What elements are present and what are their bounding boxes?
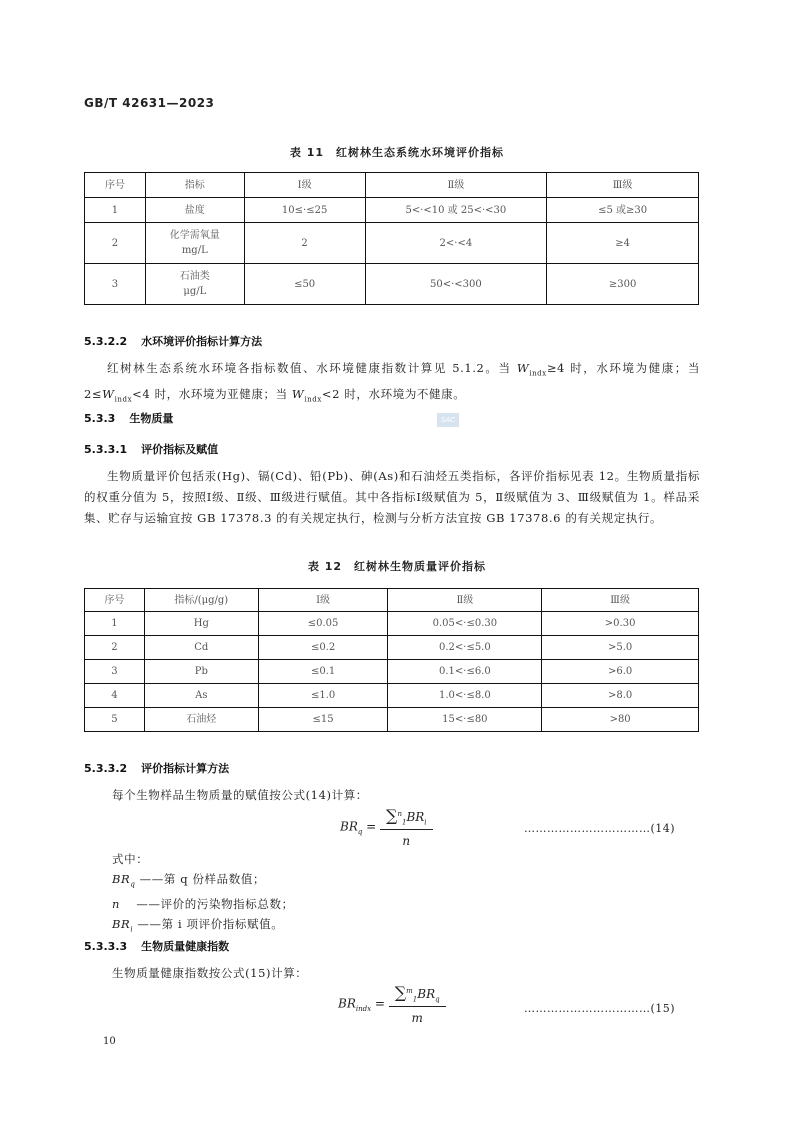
cell-no: 5 xyxy=(85,708,145,732)
page-number: 10 xyxy=(103,1036,116,1047)
indicator-name: 石油类 xyxy=(179,271,210,282)
cell-indicator xyxy=(145,264,244,305)
equals: = xyxy=(371,996,389,1011)
symbol: W xyxy=(291,387,305,402)
subscript: q xyxy=(435,995,440,1004)
text: ≥4 时，水环境为健康；当 2≤ xyxy=(84,361,700,402)
definitions-list xyxy=(112,869,294,940)
paragraph xyxy=(84,358,700,411)
cell-no: 3 xyxy=(85,264,146,305)
section-title: 评价指标计算方法 xyxy=(141,762,230,775)
section-number: 5.3.3.1 xyxy=(84,443,128,456)
text: <2 时，水环境为不健康。 xyxy=(321,387,466,402)
cell-g3: >5.0 xyxy=(542,636,699,660)
paragraph: 每个生物样品生物质量的赋值按公式(14)计算： xyxy=(112,788,368,802)
fraction xyxy=(380,806,433,848)
section-title: 评价指标及赋值 xyxy=(141,443,219,456)
indicator-unit: μg/L xyxy=(183,286,207,297)
term: BR xyxy=(417,987,436,1001)
definition-text: ——第 q 份样品数值； xyxy=(139,872,266,886)
section-title: 生物质量 xyxy=(129,412,174,425)
cell-grade-3: ≤5 或≥30 xyxy=(547,198,699,223)
cell-no: 3 xyxy=(85,660,145,684)
symbol: W xyxy=(516,361,530,375)
definition-text: ——第 i 项评价指标赋值。 xyxy=(137,917,284,932)
subscript: indx xyxy=(529,369,547,378)
formula-15 xyxy=(338,983,446,1025)
cell-name: Pb xyxy=(144,660,258,684)
table-11-caption: 表 11 红树林生态系统水环境评价指标 xyxy=(289,146,505,159)
table-row xyxy=(85,612,699,636)
superscript: m xyxy=(406,987,413,995)
cell-g1: ≤0.2 xyxy=(258,636,388,660)
symbol: BR xyxy=(112,917,131,932)
paragraph: 生物质量评价包括汞(Hg)、镉(Cd)、铅(Pb)、砷(As)和石油烃五类指标，各评价指标见表 12。生物质量指标的权重分值为 5，按照Ⅰ级、Ⅱ级、Ⅲ级进行赋值。其中各指标Ⅰ级赋值为 5，Ⅱ级赋值为 3、Ⅲ级赋值为 1。样品采集、贮存与运输宜按 GB 17378.3 的有关规定执行，检测与分析方法宜按 GB 17378.6 的有关规定执行。 xyxy=(84,469,700,525)
cell-no: 2 xyxy=(85,636,145,660)
where-label: 式中： xyxy=(112,852,149,866)
cell-g2: 1.0<·≤8.0 xyxy=(388,684,542,708)
cell-g1: ≤0.1 xyxy=(258,660,388,684)
table-row xyxy=(85,264,699,305)
column-header: 序号 xyxy=(85,589,145,612)
subscript: i xyxy=(424,818,427,827)
table-12-caption: 表 12 红树林生物质量评价指标 xyxy=(307,560,487,573)
cell-g2: 0.05<·≤0.30 xyxy=(388,612,542,636)
section-heading xyxy=(84,760,229,776)
cell-grade-1: 2 xyxy=(244,223,365,264)
cell-grade-2: 5<·<10 或 25<·<30 xyxy=(365,198,547,223)
cell-g3: >0.30 xyxy=(542,612,699,636)
subscript: indx xyxy=(355,1005,372,1014)
section-title: 水环境评价指标计算方法 xyxy=(141,335,263,348)
standard-number: GB/T 42631—2023 xyxy=(84,96,215,110)
cell-no: 1 xyxy=(85,612,145,636)
cell-grade-1: 10≤·≤25 xyxy=(244,198,365,223)
column-header: 指标/(μg/g) xyxy=(144,589,258,612)
cell-no: 4 xyxy=(85,684,145,708)
formula-lhs: BR xyxy=(340,819,358,834)
section-number: 5.3.2.2 xyxy=(84,335,128,348)
column-header: Ⅲ级 xyxy=(547,173,699,198)
fraction xyxy=(389,983,446,1025)
section-heading xyxy=(84,333,262,349)
cell-grade-1: ≤50 xyxy=(244,264,365,305)
cell-indicator: 盐度 xyxy=(145,198,244,223)
definition-item xyxy=(112,869,294,894)
cell-grade-2: 50<·<300 xyxy=(365,264,547,305)
formula-lhs: BR xyxy=(338,996,356,1011)
definition-item xyxy=(112,914,294,939)
table-header-row xyxy=(85,173,699,198)
subscript: 1 xyxy=(412,995,418,1004)
equation-number: ……………………………(14) xyxy=(524,822,676,835)
column-header: 指标 xyxy=(145,173,244,198)
table-11 xyxy=(84,172,699,305)
text: 红树林生态系统水环境各指标数值、水环境健康指数计算见 5.1.2。当 xyxy=(107,361,517,375)
table-row xyxy=(85,708,699,732)
cell-grade-2: 2<·<4 xyxy=(365,223,547,264)
sum-symbol: ∑ xyxy=(394,983,407,1002)
section-title: 生物质量健康指数 xyxy=(141,940,230,953)
cell-name: Hg xyxy=(144,612,258,636)
column-header: Ⅱ级 xyxy=(365,173,547,198)
column-header: Ⅰ级 xyxy=(244,173,365,198)
cell-indicator xyxy=(145,223,244,264)
sum-symbol: ∑ xyxy=(386,806,398,825)
cell-name: As xyxy=(144,684,258,708)
column-header: Ⅰ级 xyxy=(258,589,388,612)
table-12 xyxy=(84,588,699,732)
cell-name: Cd xyxy=(144,636,258,660)
table-row xyxy=(85,198,699,223)
cell-g1: ≤0.05 xyxy=(258,612,388,636)
definition-text: ——评价的污染物指标总数； xyxy=(124,897,294,912)
section-number: 5.3.3.2 xyxy=(84,762,128,775)
denominator: m xyxy=(411,1011,423,1026)
table-row xyxy=(85,636,699,660)
section-heading xyxy=(84,410,173,426)
equals: = xyxy=(362,819,381,834)
cell-g3: >80 xyxy=(542,708,699,732)
subscript: indx xyxy=(304,395,322,404)
section-heading xyxy=(84,938,229,954)
indicator-unit: mg/L xyxy=(181,245,208,256)
denominator: n xyxy=(402,834,411,849)
paragraph: 生物质量健康指数按公式(15)计算： xyxy=(112,966,308,980)
equation-number: ……………………………(15) xyxy=(524,1002,676,1015)
cell-g2: 0.2<·≤5.0 xyxy=(388,636,542,660)
cell-name: 石油烃 xyxy=(144,708,258,732)
superscript: n xyxy=(397,810,402,818)
formula-14 xyxy=(340,806,433,848)
table-row xyxy=(85,684,699,708)
table-row xyxy=(85,223,699,264)
column-header: Ⅱ级 xyxy=(388,589,542,612)
cell-no: 2 xyxy=(85,223,146,264)
subscript: 1 xyxy=(401,818,407,827)
table-row xyxy=(85,660,699,684)
section-heading xyxy=(84,441,218,457)
definition-item xyxy=(112,894,294,914)
table-header-row xyxy=(85,589,699,612)
cell-grade-3: ≥4 xyxy=(547,223,699,264)
symbol: BR xyxy=(112,872,131,886)
term: BR xyxy=(406,810,425,824)
cell-g1: ≤1.0 xyxy=(258,684,388,708)
sac-watermark-logo: SAC xyxy=(437,413,459,427)
subscript: q xyxy=(130,880,136,889)
subscript: q xyxy=(357,828,363,837)
cell-g3: >8.0 xyxy=(542,684,699,708)
indicator-name: 化学需氧量 xyxy=(169,230,220,241)
cell-no: 1 xyxy=(85,198,146,223)
cell-g2: 0.1<·≤6.0 xyxy=(388,660,542,684)
symbol: n xyxy=(112,897,121,912)
cell-g3: >6.0 xyxy=(542,660,699,684)
column-header: Ⅲ级 xyxy=(542,589,699,612)
section-number: 5.3.3.3 xyxy=(84,940,128,953)
cell-g2: 15<·≤80 xyxy=(388,708,542,732)
subscript: i xyxy=(130,925,134,934)
subscript: indx xyxy=(114,395,133,404)
column-header: 序号 xyxy=(85,173,146,198)
text: <4 时，水环境为亚健康；当 xyxy=(132,387,292,402)
symbol: W xyxy=(102,387,115,402)
section-number: 5.3.3 xyxy=(84,412,116,425)
cell-grade-3: ≥300 xyxy=(547,264,699,305)
cell-g1: ≤15 xyxy=(258,708,388,732)
